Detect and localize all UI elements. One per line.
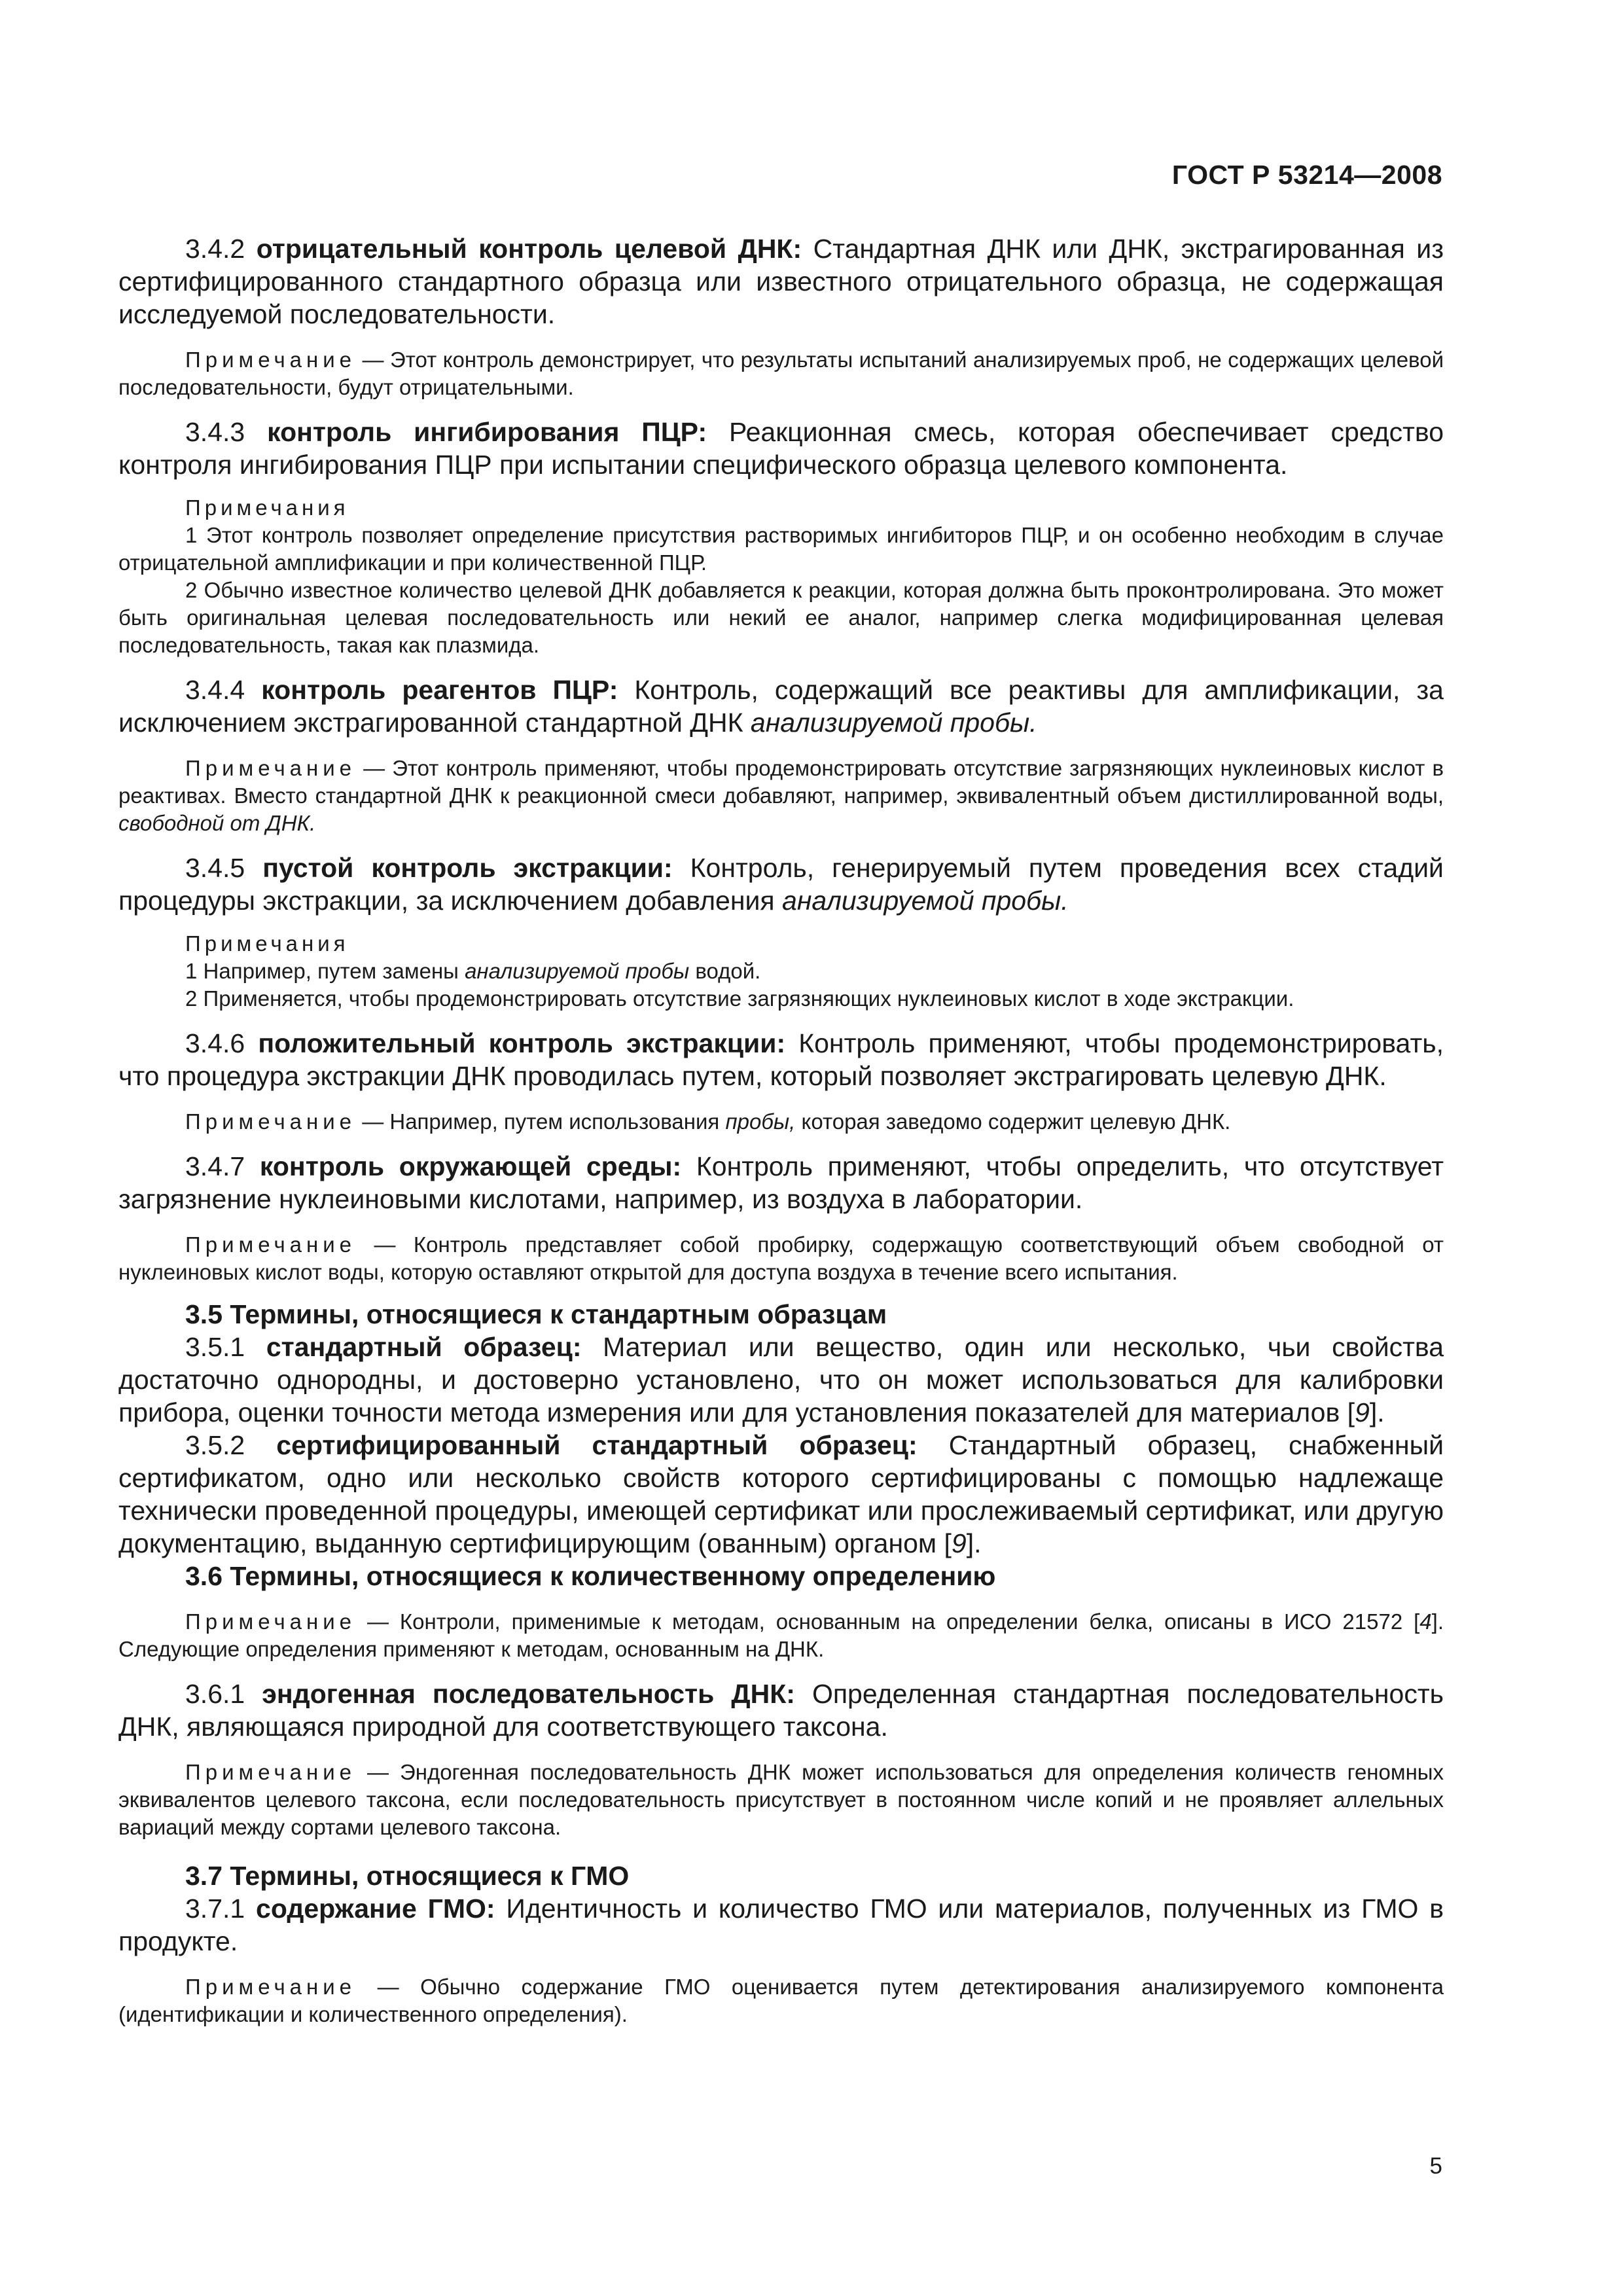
clause-number: 3.4.3 [185, 417, 245, 447]
term-definition: Контроль применяют, чтобы определить, что отсутствует загрязнение нуклеиновыми кислотами, например, из воздуха в лаборатории. [118, 1151, 1444, 1214]
term-definition-italic: анализируемой пробы. [782, 886, 1069, 916]
term-3-4-5 [118, 852, 1444, 917]
term-title: контроль ингибирования ПЦР: [267, 417, 707, 447]
term-title: стандартный образец: [266, 1332, 582, 1362]
note-label: Примечание [185, 1760, 357, 1784]
note-label: Примечание [185, 1609, 357, 1634]
clause-number: 3.4.4 [185, 675, 245, 705]
note-3-4-2 [118, 346, 1444, 401]
term-definition: Контроль, содержащий все реактивы для амплификации, за исключением экстрагированной стандартной ДНК [118, 675, 1444, 738]
note-text: 1 Например, путем замены [185, 959, 459, 983]
note-text: которая заведомо содержит целевую ДНК. [801, 1109, 1231, 1134]
page-number: 5 [1429, 2153, 1442, 2179]
term-3-7-1 [118, 1892, 1444, 1958]
term-definition: Идентичность и количество ГМО или материалов, полученных из ГМО в продукте. [118, 1893, 1444, 1956]
section-heading-3-6: 3.6 Термины, относящиеся к количественному определению [185, 1561, 996, 1591]
standard-header: ГОСТ Р 53214—2008 [1171, 160, 1442, 190]
note-3-6-1 [118, 1759, 1444, 1841]
note-3-4-3-2: 2 Обычно известное количество целевой ДНК добавляется к реакции, которая должна быть проконтролирована. Это может быть оригинальная целевая последовательность или некий ее аналог, например слегка модифицированная целевая последовательность, такая как плазмида. [118, 578, 1444, 657]
note-label: Примечание [185, 1232, 357, 1257]
term-title: контроль реагентов ПЦР: [261, 675, 618, 705]
note-text: водой. [695, 959, 761, 983]
term-title: контроль окружающей среды: [259, 1151, 682, 1181]
term-3-4-7 [118, 1150, 1444, 1215]
term-title: пустой контроль экстракции: [262, 853, 673, 883]
clause-number: 3.6.1 [185, 1679, 245, 1709]
term-title: эндогенная последовательность ДНК: [262, 1679, 795, 1709]
term-3-5-1 [118, 1331, 1444, 1429]
term-definition-italic: анализируемой пробы. [750, 708, 1037, 738]
note-text-italic: пробы, [725, 1109, 796, 1134]
clause-number: 3.4.5 [185, 853, 245, 883]
note-label: Примечание [185, 756, 357, 780]
page-body [118, 232, 1444, 2028]
note-3-4-5-2: 2 Применяется, чтобы продемонстрировать отсутствие загрязняющих нуклеиновых кислот в ходе экстракции. [185, 986, 1294, 1011]
note-label: Примечание [185, 1109, 357, 1134]
clause-number: 3.4.6 [185, 1028, 245, 1058]
term-title: отрицательный контроль целевой ДНК: [256, 234, 802, 264]
note-text: ]. Следующие определения применяют к методам, основанным на ДНК. [118, 1609, 1444, 1661]
note-text: — Эндогенная последовательность ДНК может использоваться для определения количеств геномных эквивалентов целевого таксона, если последовательность присутствует в постоянном числе копий и не проявляет аллельных вариаций между сортами целевого таксона. [118, 1760, 1444, 1839]
note-label: Примечание [185, 1975, 357, 1999]
note-text: — Например, путем использования [362, 1109, 720, 1134]
term-3-4-4 [118, 673, 1444, 739]
note-3-4-7 [118, 1231, 1444, 1286]
note-3-4-3-1: 1 Этот контроль позволяет определение присутствия растворимых ингибиторов ПЦР, и он особенно необходим в случае отрицательной амплификации и при количественной ПЦР. [118, 523, 1444, 575]
note-text: — Контроль представляет собой пробирку, содержащую соответствующий объем свободной от нуклеиновых кислот воды, которую оставляют открытой для доступа воздуха в течение всего испытания. [118, 1232, 1444, 1284]
note-text-italic: свободной от ДНК. [118, 811, 316, 835]
clause-number: 3.5.1 [185, 1332, 245, 1362]
note-text-italic: анализируемой пробы [465, 959, 690, 983]
clause-number: 3.5.2 [185, 1430, 245, 1460]
note-text: — Этот контроль применяют, чтобы продемонстрировать отсутствие загрязняющих нуклеиновых кислот в реактивах. Вместо стандартной ДНК к реакционной смеси добавляют, например, эквивалентный объем дистиллированной воды, [118, 756, 1444, 808]
term-definition: Стандартная ДНК или ДНК, экстрагированная из сертифицированного стандартного образца или известного отрицательного образца, не содержащая исследуемой последовательности. [118, 234, 1444, 329]
reference-number: 9 [951, 1528, 967, 1558]
note-3-6 [118, 1608, 1444, 1663]
term-3-4-3 [118, 416, 1444, 481]
term-definition: ]. [1369, 1397, 1385, 1427]
section-heading-3-7: 3.7 Термины, относящиеся к ГМО [185, 1861, 630, 1891]
reference-number: 9 [1355, 1397, 1370, 1427]
term-definition: ]. [966, 1528, 982, 1558]
section-heading-3-5: 3.5 Термины, относящиеся к стандартным образцам [185, 1299, 887, 1329]
term-definition: Контроль применяют, чтобы продемонстрировать, что процедура экстракции ДНК проводилась путем, который позволяет экстрагировать целевую ДНК. [118, 1028, 1444, 1091]
term-definition: Материал или вещество, один или несколько, чьи свойства достаточно однородны, и достоверно установлено, что он может использоваться для калибровки прибора, оценки точности метода измерения или для установления показателей для материалов [ [118, 1332, 1444, 1427]
term-3-4-2 [118, 232, 1444, 331]
note-3-4-5-1 [118, 958, 1444, 985]
term-3-4-6 [118, 1027, 1444, 1092]
term-3-5-2 [118, 1429, 1444, 1560]
note-text: — Этот контроль демонстрирует, что результаты испытаний анализируемых проб, не содержащих целевой последовательности, будут отрицательными. [118, 348, 1444, 399]
term-3-6-1 [118, 1677, 1444, 1743]
clause-number: 3.4.2 [185, 234, 245, 264]
term-definition: Стандартный образец, снабженный сертификатом, одно или несколько свойств которого сертифицированы с помощью надлежаще технически проведенной процедуры, имеющей сертификат или прослеживаемый сертификат, или другую документацию, выданную сертифицирующим (ованным) органом [ [118, 1430, 1444, 1558]
note-3-7-1 [118, 1973, 1444, 2028]
clause-number: 3.7.1 [185, 1893, 245, 1924]
term-definition: Определенная стандартная последовательность ДНК, являющаяся природной для соответствующего таксона. [118, 1679, 1444, 1742]
note-label: Примечание [185, 348, 357, 372]
term-title: положительный контроль экстракции: [258, 1028, 786, 1058]
notes-label-3-4-3: Примечания [185, 495, 349, 520]
note-text: — Обычно содержание ГМО оценивается путем детектирования анализируемого компонента (идентификации и количественного определения). [118, 1975, 1444, 2026]
reference-number: 4 [1419, 1609, 1432, 1634]
note-text: — Контроли, применимые к методам, основанным на определении белка, описаны в ИСО 21572 [ [366, 1609, 1420, 1634]
note-3-4-6 [118, 1108, 1444, 1136]
clause-number: 3.4.7 [185, 1151, 245, 1181]
term-title: содержание ГМО: [256, 1893, 495, 1924]
notes-label-3-4-5: Примечания [185, 931, 349, 956]
note-3-4-4 [118, 755, 1444, 837]
term-definition: Реакционная смесь, которая обеспечивает средство контроля ингибирования ПЦР при испытании специфического образца целевого компонента. [118, 417, 1444, 480]
term-definition: Контроль, генерируемый путем проведения всех стадий процедуры экстракции, за исключением добавления [118, 853, 1444, 916]
term-title: сертифицированный стандартный образец: [276, 1430, 918, 1460]
